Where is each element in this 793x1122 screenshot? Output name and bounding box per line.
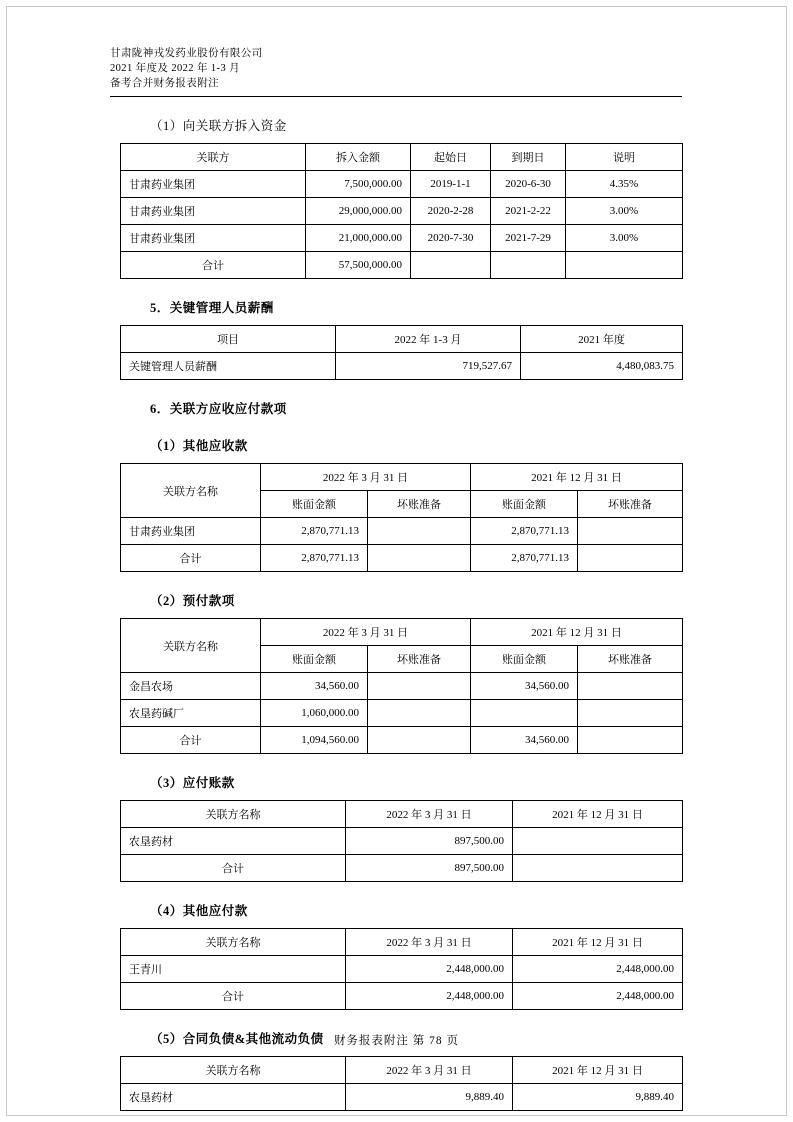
column-header: 关联方名称 bbox=[121, 464, 261, 518]
report-title: 备考合并财务报表附注 bbox=[110, 78, 219, 89]
table-cell: 合计 bbox=[121, 252, 306, 279]
table-total-row bbox=[121, 855, 683, 882]
company-name: 甘肃陇神戎发药业股份有限公司 bbox=[110, 48, 263, 59]
table-cell: 29,000,000.00 bbox=[306, 198, 411, 225]
table-cell bbox=[491, 252, 566, 279]
column-header: 2022 年 3 月 31 日 bbox=[346, 929, 513, 956]
table-header-row bbox=[121, 144, 683, 171]
table-cell: 34,560.00 bbox=[471, 673, 578, 700]
table-cell: 农垦药材 bbox=[121, 828, 346, 855]
table-cell bbox=[368, 700, 471, 727]
table-cell: 合计 bbox=[121, 983, 346, 1010]
page-footer: 财务报表附注 第 78 页 bbox=[333, 1035, 460, 1047]
table-cell: 2021-7-29 bbox=[491, 225, 566, 252]
table-cell bbox=[368, 673, 471, 700]
table-cell bbox=[411, 252, 491, 279]
table-cell: 2,870,771.13 bbox=[471, 545, 578, 572]
column-header: 2021 年 12 月 31 日 bbox=[513, 1057, 683, 1084]
table-row bbox=[121, 518, 683, 545]
table-cell bbox=[368, 727, 471, 754]
prepayments-table bbox=[120, 618, 683, 754]
table-cell: 甘肃药业集团 bbox=[121, 225, 306, 252]
table-total-row bbox=[121, 545, 683, 572]
borrowings-table bbox=[120, 143, 683, 279]
column-header: 关联方名称 bbox=[121, 801, 346, 828]
table-cell: 34,560.00 bbox=[471, 727, 578, 754]
table-total-row bbox=[121, 983, 683, 1010]
column-header: 项目 bbox=[121, 326, 336, 353]
table-header-row bbox=[121, 801, 683, 828]
table-total-row bbox=[121, 252, 683, 279]
table-cell bbox=[513, 855, 683, 882]
table-cell: 甘肃药业集团 bbox=[121, 518, 261, 545]
column-header: 2022 年 3 月 31 日 bbox=[261, 464, 471, 491]
table-cell: 1,094,560.00 bbox=[261, 727, 368, 754]
column-header: 2021 年 12 月 31 日 bbox=[471, 464, 683, 491]
table-cell: 甘肃药业集团 bbox=[121, 198, 306, 225]
column-header: 账面金额 bbox=[261, 491, 368, 518]
table-cell: 合计 bbox=[121, 727, 261, 754]
table-cell: 9,889.40 bbox=[346, 1084, 513, 1111]
table-row bbox=[121, 225, 683, 252]
table-header-row bbox=[121, 464, 683, 491]
report-period: 2021 年度及 2022 年 1-3 月 bbox=[110, 63, 241, 74]
table-cell: 897,500.00 bbox=[346, 855, 513, 882]
table-cell: 王青川 bbox=[121, 956, 346, 983]
table-cell: 3.00% bbox=[566, 198, 683, 225]
table-cell: 合计 bbox=[121, 545, 261, 572]
table-cell: 57,500,000.00 bbox=[306, 252, 411, 279]
page-content bbox=[110, 46, 682, 1111]
table-cell: 农垦药碱厂 bbox=[121, 700, 261, 727]
table-cell: 2,448,000.00 bbox=[346, 983, 513, 1010]
table-cell bbox=[578, 545, 683, 572]
table-cell: 4.35% bbox=[566, 171, 683, 198]
table-header-row bbox=[121, 929, 683, 956]
table-row bbox=[121, 171, 683, 198]
table-row bbox=[121, 353, 683, 380]
column-header: 说明 bbox=[566, 144, 683, 171]
table-cell: 2020-2-28 bbox=[411, 198, 491, 225]
section-title-prepayments: （2）预付款项 bbox=[150, 594, 235, 608]
column-header: 2021 年 12 月 31 日 bbox=[471, 619, 683, 646]
section-title-other-receivables: （1）其他应收款 bbox=[150, 439, 248, 453]
table-cell: 2,870,771.13 bbox=[261, 545, 368, 572]
table-cell: 2,448,000.00 bbox=[513, 956, 683, 983]
table-header-row bbox=[121, 326, 683, 353]
table-cell: 21,000,000.00 bbox=[306, 225, 411, 252]
table-header-row bbox=[121, 619, 683, 646]
column-header: 关联方名称 bbox=[121, 619, 261, 673]
table-cell: 2020-6-30 bbox=[491, 171, 566, 198]
table-row bbox=[121, 198, 683, 225]
column-header: 关联方 bbox=[121, 144, 306, 171]
column-header: 2022 年 3 月 31 日 bbox=[346, 801, 513, 828]
table-cell: 9,889.40 bbox=[513, 1084, 683, 1111]
table-header-row bbox=[121, 1057, 683, 1084]
column-header: 关联方名称 bbox=[121, 929, 346, 956]
compensation-table bbox=[120, 325, 683, 380]
table-cell: 金昌农场 bbox=[121, 673, 261, 700]
column-header: 起始日 bbox=[411, 144, 491, 171]
table-row bbox=[121, 673, 683, 700]
column-header: 关联方名称 bbox=[121, 1057, 346, 1084]
table-cell bbox=[471, 700, 578, 727]
table-cell: 3.00% bbox=[566, 225, 683, 252]
table-cell: 7,500,000.00 bbox=[306, 171, 411, 198]
column-header: 坏账准备 bbox=[578, 491, 683, 518]
column-header: 2022 年 3 月 31 日 bbox=[261, 619, 471, 646]
table-cell: 2,448,000.00 bbox=[513, 983, 683, 1010]
table-cell: 2021-2-22 bbox=[491, 198, 566, 225]
table-row bbox=[121, 1084, 683, 1111]
column-header: 2021 年 12 月 31 日 bbox=[513, 929, 683, 956]
header-divider bbox=[110, 96, 682, 97]
table-cell bbox=[578, 673, 683, 700]
table-cell: 4,480,083.75 bbox=[521, 353, 683, 380]
section-title-compensation: 5．关键管理人员薪酬 bbox=[150, 301, 274, 315]
table-cell bbox=[578, 727, 683, 754]
section-title-contract-liabilities: （5）合同负债&其他流动负债 bbox=[150, 1032, 324, 1046]
table-row bbox=[121, 828, 683, 855]
section-title-other-payables: （4）其他应付款 bbox=[150, 904, 248, 918]
table-cell bbox=[368, 545, 471, 572]
table-cell: 农垦药材 bbox=[121, 1084, 346, 1111]
accounts-payable-table bbox=[120, 800, 683, 882]
document-header bbox=[110, 46, 682, 91]
column-header: 2021 年 12 月 31 日 bbox=[513, 801, 683, 828]
table-cell: 719,527.67 bbox=[336, 353, 521, 380]
table-row bbox=[121, 956, 683, 983]
table-cell bbox=[513, 828, 683, 855]
other-receivables-table bbox=[120, 463, 683, 572]
table-cell: 关键管理人员薪酬 bbox=[121, 353, 336, 380]
table-cell: 1,060,000.00 bbox=[261, 700, 368, 727]
table-cell bbox=[368, 518, 471, 545]
table-cell: 合计 bbox=[121, 855, 346, 882]
other-payables-table bbox=[120, 928, 683, 1010]
section-title-accounts-payable: （3）应付账款 bbox=[150, 776, 235, 790]
column-header: 2022 年 3 月 31 日 bbox=[346, 1057, 513, 1084]
column-header: 2021 年度 bbox=[521, 326, 683, 353]
column-header: 2022 年 1-3 月 bbox=[336, 326, 521, 353]
table-cell: 34,560.00 bbox=[261, 673, 368, 700]
table-cell bbox=[566, 252, 683, 279]
table-cell: 2019-1-1 bbox=[411, 171, 491, 198]
table-cell: 2,870,771.13 bbox=[261, 518, 368, 545]
column-header: 账面金额 bbox=[471, 646, 578, 673]
table-cell: 2,870,771.13 bbox=[471, 518, 578, 545]
contract-liabilities-table bbox=[120, 1056, 683, 1111]
table-cell: 甘肃药业集团 bbox=[121, 171, 306, 198]
column-header: 坏账准备 bbox=[368, 491, 471, 518]
column-header: 拆入金额 bbox=[306, 144, 411, 171]
column-header: 坏账准备 bbox=[368, 646, 471, 673]
section-title-borrowings: （1）向关联方拆入资金 bbox=[150, 119, 287, 133]
column-header: 坏账准备 bbox=[578, 646, 683, 673]
section-title-related-balances: 6．关联方应收应付款项 bbox=[150, 402, 287, 416]
table-cell: 897,500.00 bbox=[346, 828, 513, 855]
table-row bbox=[121, 700, 683, 727]
column-header: 到期日 bbox=[491, 144, 566, 171]
table-cell: 2,448,000.00 bbox=[346, 956, 513, 983]
table-total-row bbox=[121, 727, 683, 754]
table-cell: 2020-7-30 bbox=[411, 225, 491, 252]
table-cell bbox=[578, 700, 683, 727]
table-cell bbox=[578, 518, 683, 545]
column-header: 账面金额 bbox=[471, 491, 578, 518]
column-header: 账面金额 bbox=[261, 646, 368, 673]
